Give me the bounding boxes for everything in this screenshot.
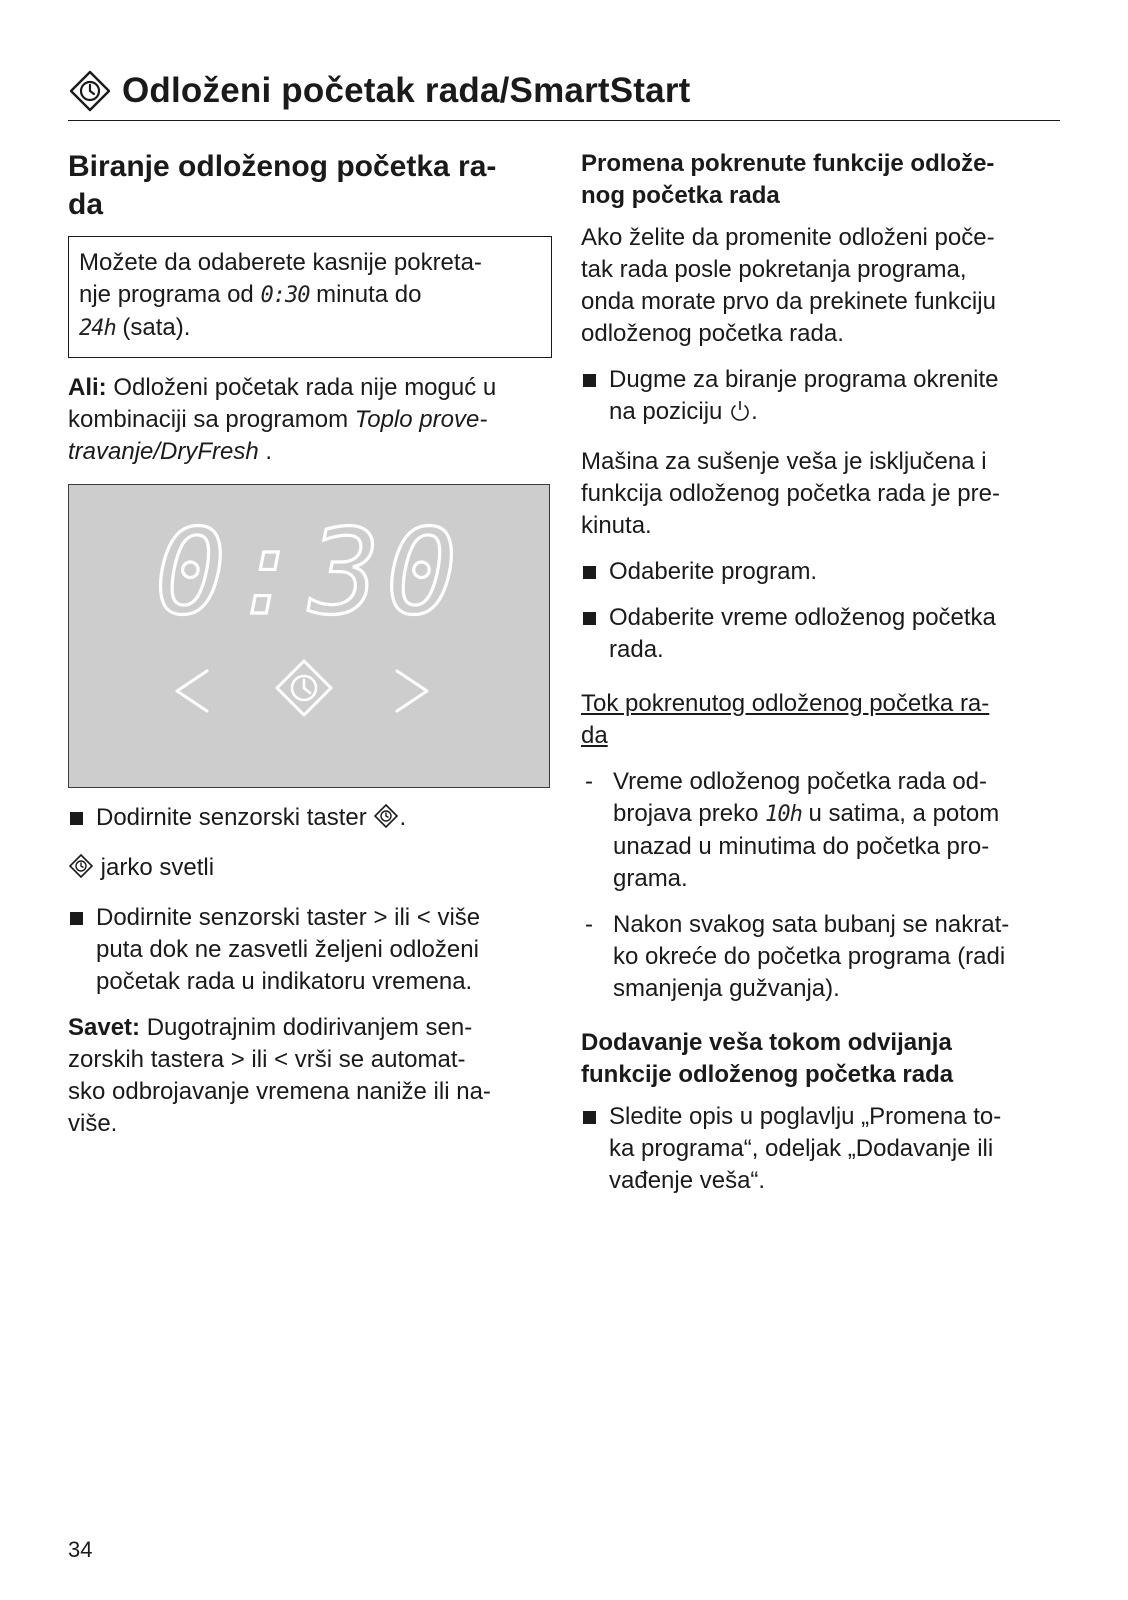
left-arrow-sensor[interactable] [177,671,207,711]
page-title: Odloženi početak rada/SmartStart [122,71,691,110]
subheading: Promena pokrenute funkcije odlože- nog početka rada [581,150,995,209]
delay-start-sensor-icon[interactable] [277,661,331,715]
right-arrow-sensor[interactable] [397,671,427,711]
note-paragraph: Ali: Odloženi početak rada nije moguć u kombinaciji sa programom Toplo prove- travanje/DryFresh . [68,374,497,465]
paragraph: Ako želite da promenite odloženi poče- tak rada posle pokretanja programa, onda morate prvo da prekinete funkciju odloženog početka rada. [581,224,996,347]
instruction-step: Sledite opis u poglavlju „Promena to- ka programa“, odeljak „Dodavanje ili vađenje veša“. [581,1101,1061,1197]
segment-text: 0:30 [260,283,310,308]
right-column [581,148,1061,1197]
display-time: 0:30 [154,503,464,641]
page-number: 34 [68,1537,93,1562]
segment-text: 10h [765,802,802,827]
tip-paragraph: Savet: Dugotrajnim dodirivanjem sen- zorskih tastera > ili < vrši se automat- sko odbrojavanje vremena naniže ili na- više. [68,1014,491,1137]
section-title: Biranje odloženog početka ra- da [68,150,497,221]
bullet-square-icon [583,566,596,579]
control-display [68,484,550,788]
power-off-icon [729,399,751,432]
result-text: jarko svetli [68,852,552,888]
info-box: Možete da odaberete kasnije pokreta- nje programa od 0:30 minuta do 24h (sata). [68,236,552,358]
bullet-square-icon [583,612,596,625]
instruction-step: Odaberite vreme odloženog početka rada. [581,602,1061,666]
bullet-square-icon [583,1111,596,1124]
delay-start-icon [68,853,94,888]
delay-start-icon [68,69,112,113]
segment-text: 24h [79,316,116,341]
instruction-step: Odaberite program. [581,556,1061,588]
bullet-square-icon [70,812,83,825]
bullet-square-icon [70,912,83,925]
instruction-step: Dodirnite senzorski taster > ili < više puta dok ne zasvetli željeni odloženi početak rada u indikatoru vremena. [68,902,552,998]
page-header [68,62,1060,121]
dash-item: - Nakon svakog sata bubanj se nakrat- ko okreće do početka programa (radi smanjenja gužvanja). [585,911,1010,1002]
instruction-step: Dodirnite senzorski taster . [68,802,552,838]
paragraph: Mašina za sušenje veša je isključena i funkcija odloženog početka rada je pre- kinuta. [581,448,1000,539]
subheading: Dodavanje veša tokom odvijanja funkcije odloženog početka rada [581,1029,954,1088]
instruction-step: Dugme za biranje programa okrenite na poziciju . [581,364,1061,432]
dash-item: - Vreme odloženog početka rada od- brojava preko 10h u satima, a potom unazad u minutima do početka pro- grama. [585,768,1000,892]
underlined-heading: Tok pokrenutog odloženog početka ra- da [581,690,990,749]
left-column [68,148,552,1140]
bullet-square-icon [583,374,596,387]
delay-start-icon [373,803,399,838]
